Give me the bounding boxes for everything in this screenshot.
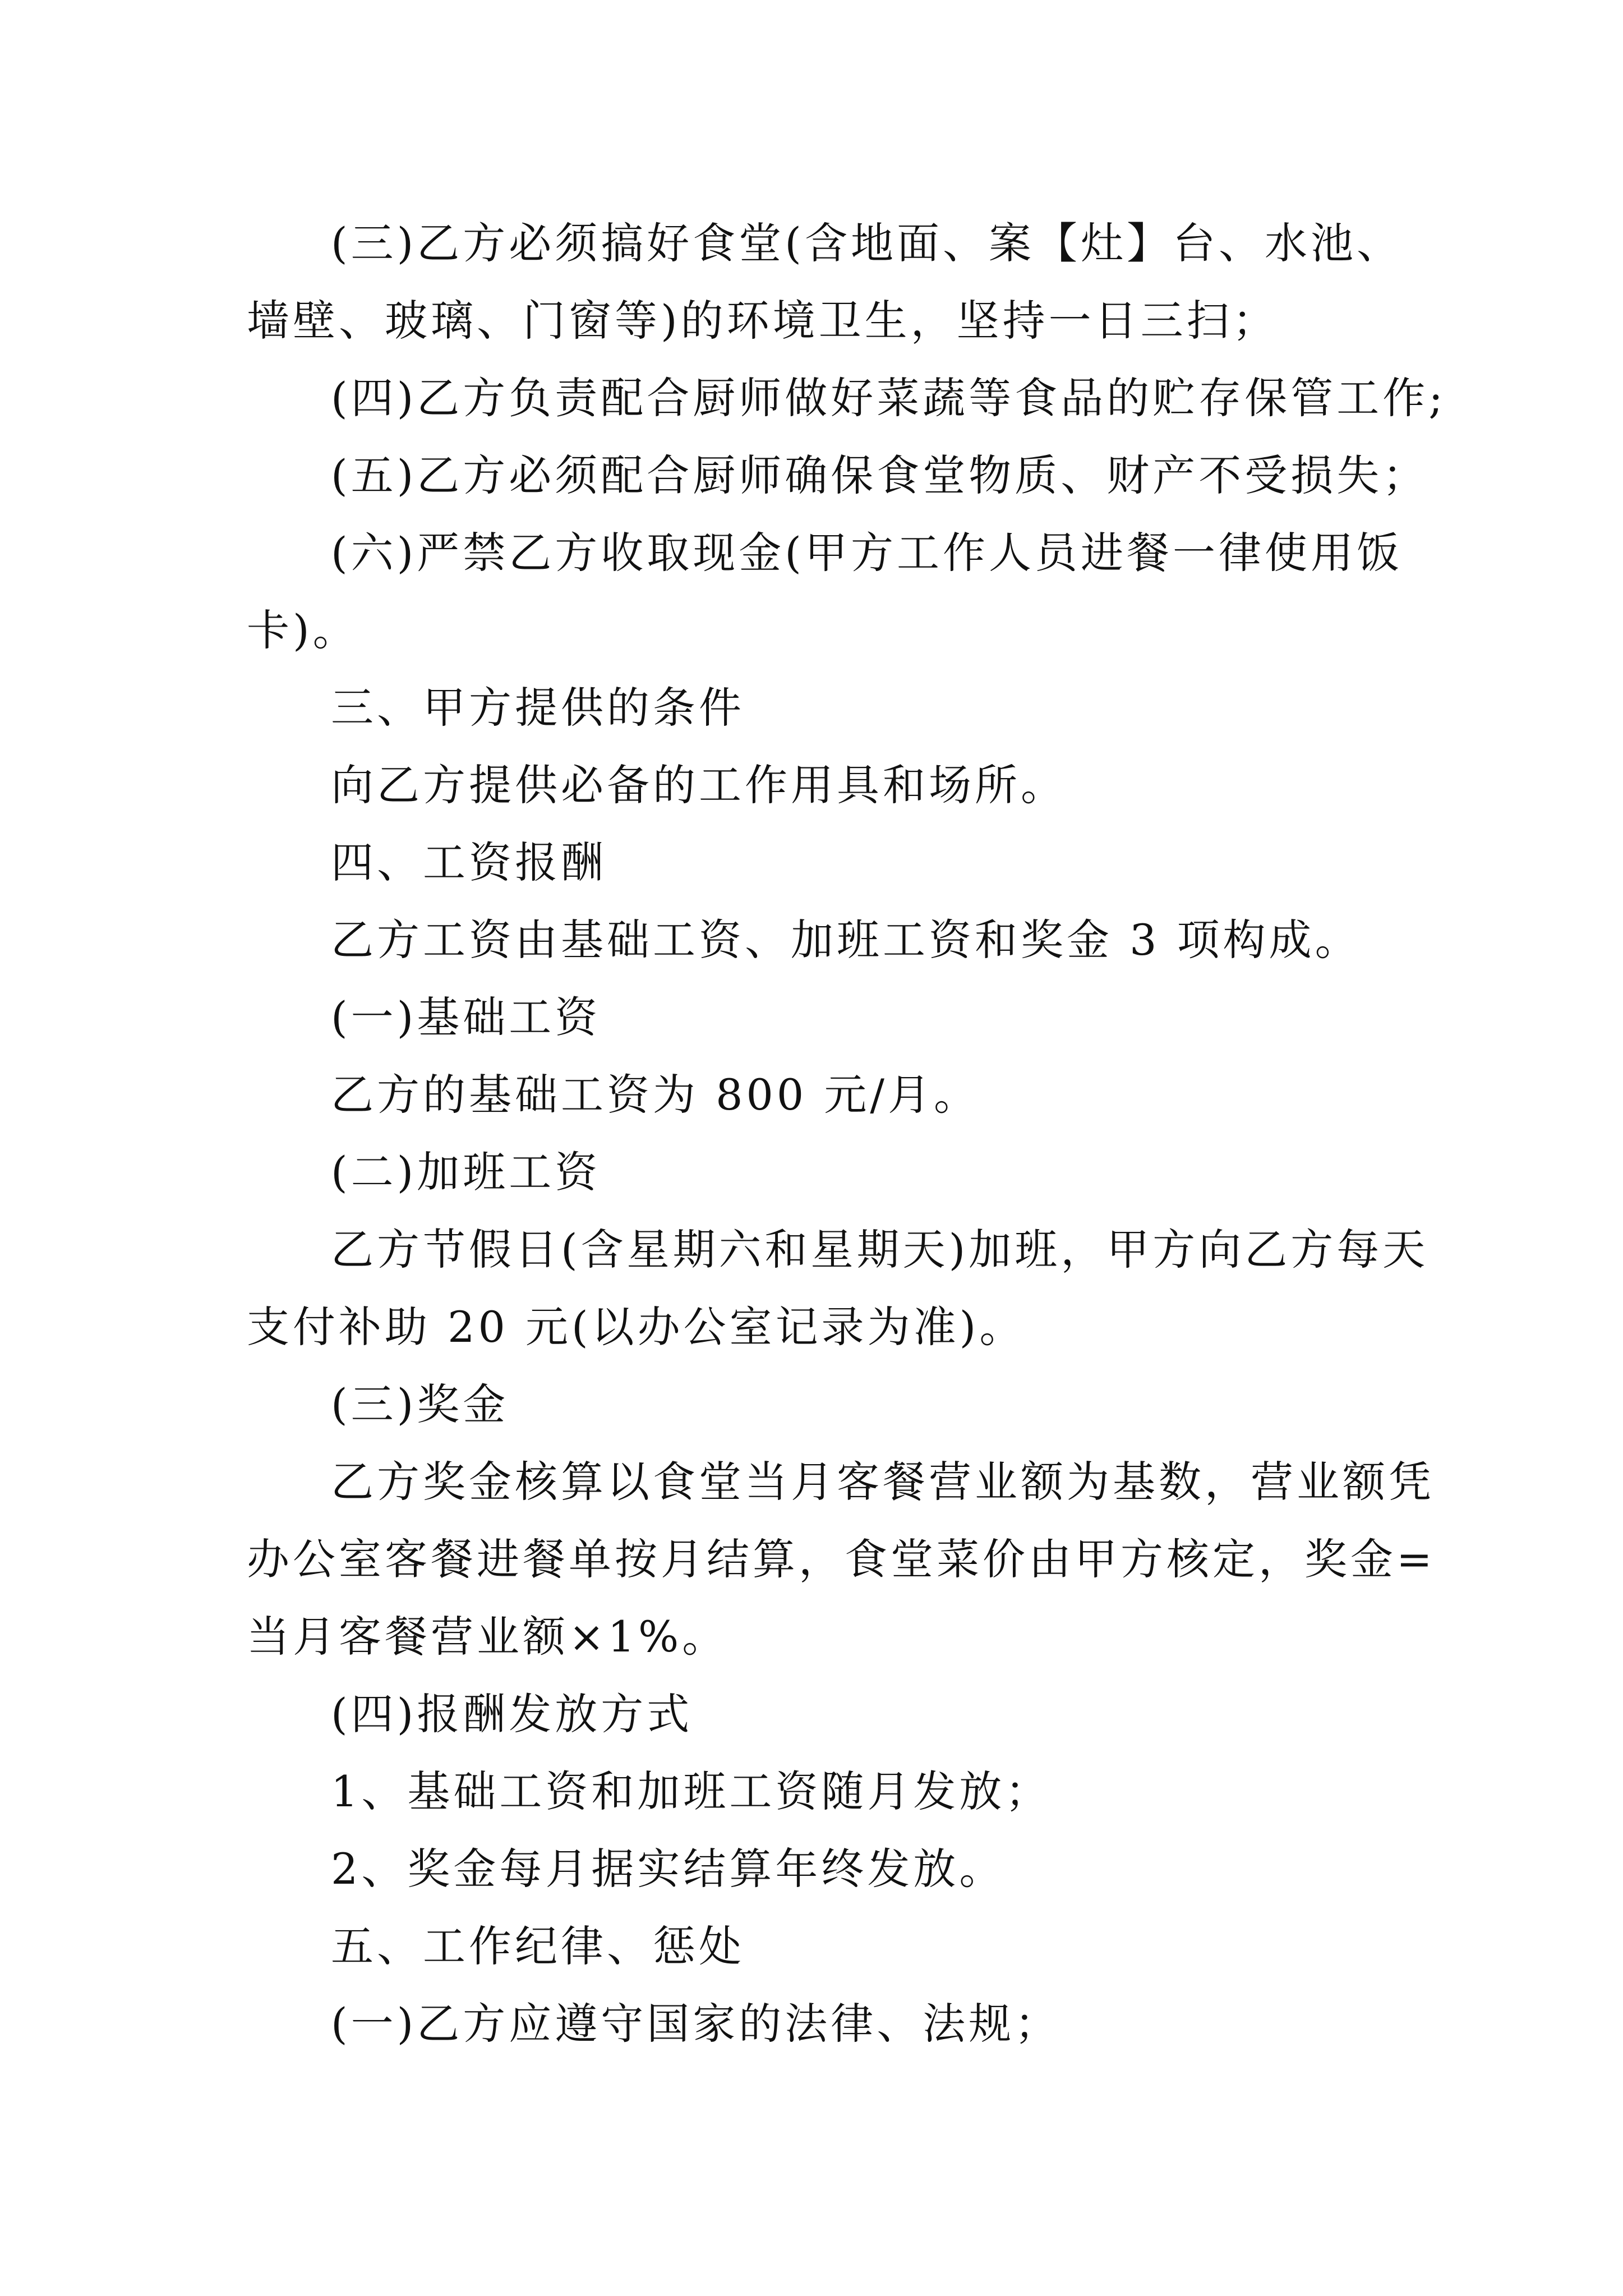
subsection-heading: (四)报酬发放方式 (331, 1689, 693, 1739)
paragraph-line: (四)乙方负责配合厨师做好菜蔬等食品的贮存保管工作; (331, 373, 1446, 423)
paragraph-line: 卡)。 (247, 605, 359, 655)
section-heading: 四、工资报酬 (331, 838, 607, 887)
paragraph-line: 乙方的基础工资为 800 元/月。 (331, 1070, 980, 1120)
paragraph-line: 乙方奖金核算以食堂当月客餐营业额为基数，营业额凭 (331, 1457, 1435, 1507)
section-heading: 三、甲方提供的条件 (331, 683, 745, 733)
paragraph-line: (三)乙方必须搞好食堂(含地面、案【灶】台、水池、 (331, 218, 1403, 268)
paragraph-line: (六)严禁乙方收取现金(甲方工作人员进餐一律使用饭 (331, 528, 1403, 578)
subsection-heading: (三)奖金 (331, 1379, 509, 1429)
list-item: 1、基础工资和加班工资随月发放； (331, 1766, 1052, 1816)
document-body (247, 205, 1446, 2063)
paragraph-line: 向乙方提供必备的工作用具和场所。 (331, 760, 1067, 810)
subsection-heading: (一)基础工资 (331, 992, 601, 1042)
paragraph-line: 支付补助 20 元(以办公室记录为准)。 (247, 1302, 1026, 1352)
paragraph-line: (一)乙方应遵守国家的法律、法规； (331, 1999, 1061, 2049)
paragraph-line: 当月客餐营业额×1%。 (247, 1612, 728, 1662)
paragraph-line: 办公室客餐进餐单按月结算，食堂菜价由甲方核定，奖金= (247, 1534, 1436, 1584)
paragraph-line: (五)乙方必须配合厨师确保食堂物质、财产不受损失； (331, 450, 1429, 500)
paragraph-line: 乙方工资由基础工资、加班工资和奖金 3 项构成。 (331, 915, 1361, 965)
section-heading: 五、工作纪律、惩处 (331, 1921, 745, 1971)
list-item: 2、奖金每月据实结算年终发放。 (331, 1844, 1006, 1894)
subsection-heading: (二)加班工资 (331, 1147, 601, 1197)
paragraph-line: 墙壁、玻璃、门窗等)的环境卫生，坚持一日三扫； (247, 296, 1279, 346)
paragraph-line: 乙方节假日(含星期六和星期天)加班，甲方向乙方每天 (331, 1225, 1429, 1274)
